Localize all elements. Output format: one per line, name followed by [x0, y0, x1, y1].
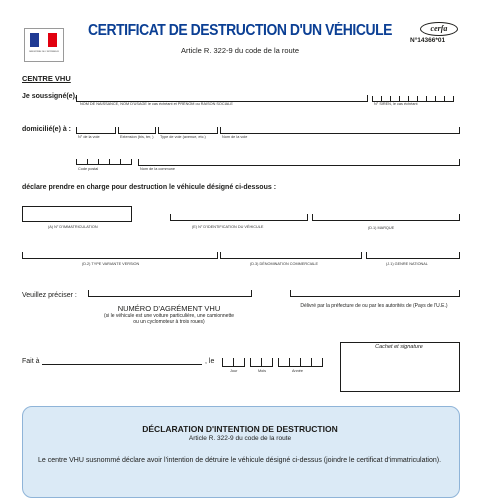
cachet-label: Cachet et signature	[375, 344, 423, 350]
nom-voie-field[interactable]	[220, 127, 460, 134]
annee-field[interactable]	[278, 358, 323, 367]
marque-field[interactable]	[312, 214, 460, 221]
voie-number-field[interactable]	[76, 127, 116, 134]
nom-voie-hint: Nom de la voie	[222, 135, 248, 139]
le-label: , le	[205, 358, 215, 365]
jour-field[interactable]	[222, 358, 245, 367]
agrement-note-1: (si le véhicule est une voiture particulière, une camionnette	[103, 313, 235, 319]
code-postal-field[interactable]	[76, 159, 132, 165]
declaration-title: DÉCLARATION D'INTENTION DE DESTRUCTION	[142, 424, 338, 434]
vin-hint: (E) N° D'IDENTIFICATION DU VÉHICULE	[192, 225, 264, 229]
mois-field[interactable]	[250, 358, 273, 367]
prefecture-note: Délivré par la préfecture de ou par les autorités de (Pays de l'U.E.)	[300, 303, 448, 309]
logo-caption: MINISTÈRE DE L'INTÉRIEUR	[29, 51, 59, 53]
declaration-panel	[22, 406, 460, 498]
annee-hint: Année	[292, 369, 303, 373]
declaration-subtitle: Article R. 322-9 du code de la route	[188, 435, 292, 442]
document-subtitle: Article R. 322-9 du code de la route	[181, 46, 299, 55]
immatriculation-field[interactable]	[22, 206, 132, 222]
soussigne-label: Je soussigné(e),	[22, 93, 77, 100]
siren-hint: N° SIREN, le cas échéant	[374, 102, 418, 106]
denomination-hint: (D.3) DÉNOMINATION COMMERCIALE	[250, 262, 319, 266]
denomination-field[interactable]	[220, 252, 362, 259]
extension-hint: Extension (bis, ter, )	[120, 135, 154, 139]
fait-label: Fait à	[22, 358, 40, 365]
genre-field[interactable]	[366, 252, 460, 259]
commune-hint: Nom de la commune	[140, 167, 176, 171]
type-voie-hint: Type de voie (avenue, etc.)	[160, 135, 206, 139]
immatriculation-hint: (A) N° D'IMMATRICULATION	[48, 225, 98, 229]
cerfa-number: N°14366*01	[410, 37, 446, 44]
agrement-number-label: NUMÉRO D'AGRÉMENT VHU	[117, 304, 221, 313]
cerfa-logo: cerfa	[420, 22, 458, 36]
type-variante-field[interactable]	[22, 252, 218, 259]
preciser-label: Veuillez préciser :	[22, 292, 77, 299]
prefecture-field[interactable]	[290, 290, 460, 297]
voie-hint: N° de la voie	[78, 135, 100, 139]
declare-text: déclare prendre en charge pour destruction le véhicule désigné ci-dessous :	[22, 184, 277, 191]
agrement-number-field[interactable]	[88, 290, 252, 297]
agrement-note-2: ou un cyclomoteur à trois roues)	[133, 319, 205, 325]
declaration-body: Le centre VHU susnommé déclare avoir l'intention de détruire le véhicule désigné ci-dessus (joindre le certificat d'immatriculation).	[38, 457, 442, 464]
fait-location-field[interactable]	[42, 364, 202, 365]
extension-field[interactable]	[118, 127, 156, 134]
jour-hint: Jour	[230, 369, 238, 373]
mois-hint: Mois	[258, 369, 267, 373]
type-variante-hint: (D.2) TYPE VARIANTE VERSION	[82, 262, 140, 266]
section-heading-centre: CENTRE VHU	[22, 74, 71, 83]
name-field[interactable]	[76, 95, 368, 102]
vin-field[interactable]	[170, 214, 308, 221]
domicile-label: domicilié(e) à :	[22, 126, 72, 133]
document-title: CERTIFICAT DE DESTRUCTION D'UN VÉHICULE	[87, 22, 393, 39]
code-postal-hint: Code postal	[78, 167, 99, 171]
marque-hint: (D.1) MARQUE	[368, 226, 395, 230]
commune-field[interactable]	[138, 159, 460, 166]
type-voie-field[interactable]	[158, 127, 218, 134]
name-hint: NOM DE NAISSANCE, NOM D'USAGE le cas échéant et PRÉNOM ou RAISON SOCIALE	[80, 102, 233, 106]
genre-hint: (J.1) GENRE NATIONAL	[386, 262, 428, 266]
